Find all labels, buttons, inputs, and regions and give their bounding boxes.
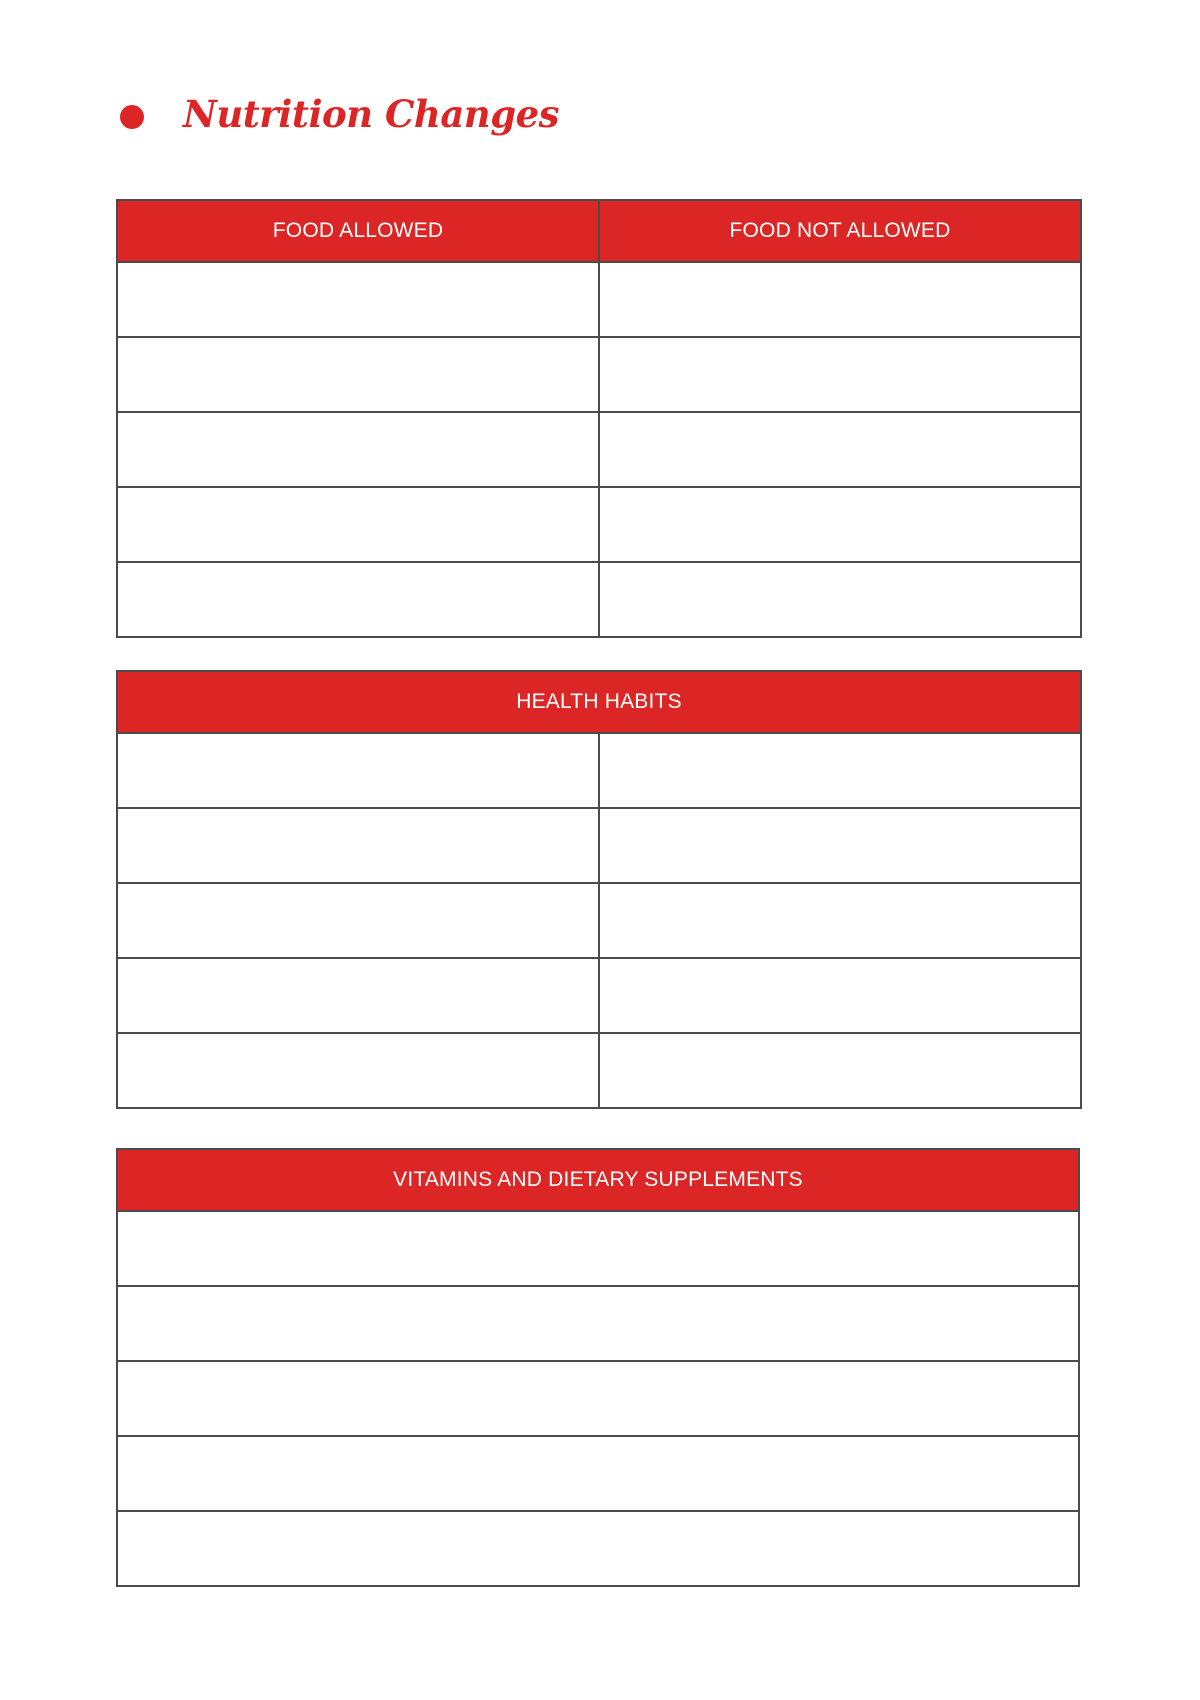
food-not-allowed-cell[interactable] [599, 487, 1081, 562]
food-allowed-cell[interactable] [117, 562, 599, 637]
vitamin-cell[interactable] [117, 1511, 1079, 1586]
vitamin-cell[interactable] [117, 1286, 1079, 1361]
health-habit-cell[interactable] [117, 1033, 599, 1108]
header-row [117, 1149, 1079, 1211]
table-row [117, 487, 1081, 562]
table-row [117, 808, 1081, 883]
table-row [117, 958, 1081, 1033]
food-not-allowed-cell[interactable] [599, 412, 1081, 487]
table-row [117, 562, 1081, 637]
header-row [117, 200, 1081, 262]
food-allowed-cell[interactable] [117, 337, 599, 412]
table-row [117, 1033, 1081, 1108]
table-row [117, 337, 1081, 412]
health-habit-cell[interactable] [599, 1033, 1081, 1108]
health-habit-cell[interactable] [599, 958, 1081, 1033]
food-allowed-cell[interactable] [117, 262, 599, 337]
food-not-allowed-cell[interactable] [599, 262, 1081, 337]
health-habit-cell[interactable] [117, 808, 599, 883]
food-not-allowed-cell[interactable] [599, 337, 1081, 412]
food-allowed-cell[interactable] [117, 487, 599, 562]
health-habit-cell[interactable] [599, 883, 1081, 958]
table-row [117, 412, 1081, 487]
food-table [116, 199, 1082, 638]
health-habit-cell[interactable] [599, 733, 1081, 808]
vitamin-cell[interactable] [117, 1436, 1079, 1511]
bullet-dot [120, 105, 144, 129]
vitamins-table [116, 1148, 1080, 1587]
vitamin-cell[interactable] [117, 1361, 1079, 1436]
health-habits-header: HEALTH HABITS [117, 671, 1081, 733]
vitamin-cell[interactable] [117, 1211, 1079, 1286]
table-row [117, 1211, 1079, 1286]
title-row [120, 84, 559, 144]
header-row [117, 671, 1081, 733]
food-not-allowed-cell[interactable] [599, 562, 1081, 637]
table-row [117, 262, 1081, 337]
health-habit-cell[interactable] [117, 883, 599, 958]
table-row [117, 1286, 1079, 1361]
table-row [117, 1511, 1079, 1586]
table-row [117, 733, 1081, 808]
health-habit-cell[interactable] [599, 808, 1081, 883]
food-allowed-cell[interactable] [117, 412, 599, 487]
health-habits-table [116, 670, 1082, 1109]
food-not-allowed-header: FOOD NOT ALLOWED [599, 200, 1081, 262]
page-title: Nutrition Changes [183, 92, 559, 136]
health-habit-cell[interactable] [117, 733, 599, 808]
table-row [117, 1361, 1079, 1436]
table-row [117, 883, 1081, 958]
vitamins-header: VITAMINS AND DIETARY SUPPLEMENTS [117, 1149, 1079, 1211]
food-allowed-header: FOOD ALLOWED [117, 200, 599, 262]
health-habit-cell[interactable] [117, 958, 599, 1033]
table-row [117, 1436, 1079, 1511]
